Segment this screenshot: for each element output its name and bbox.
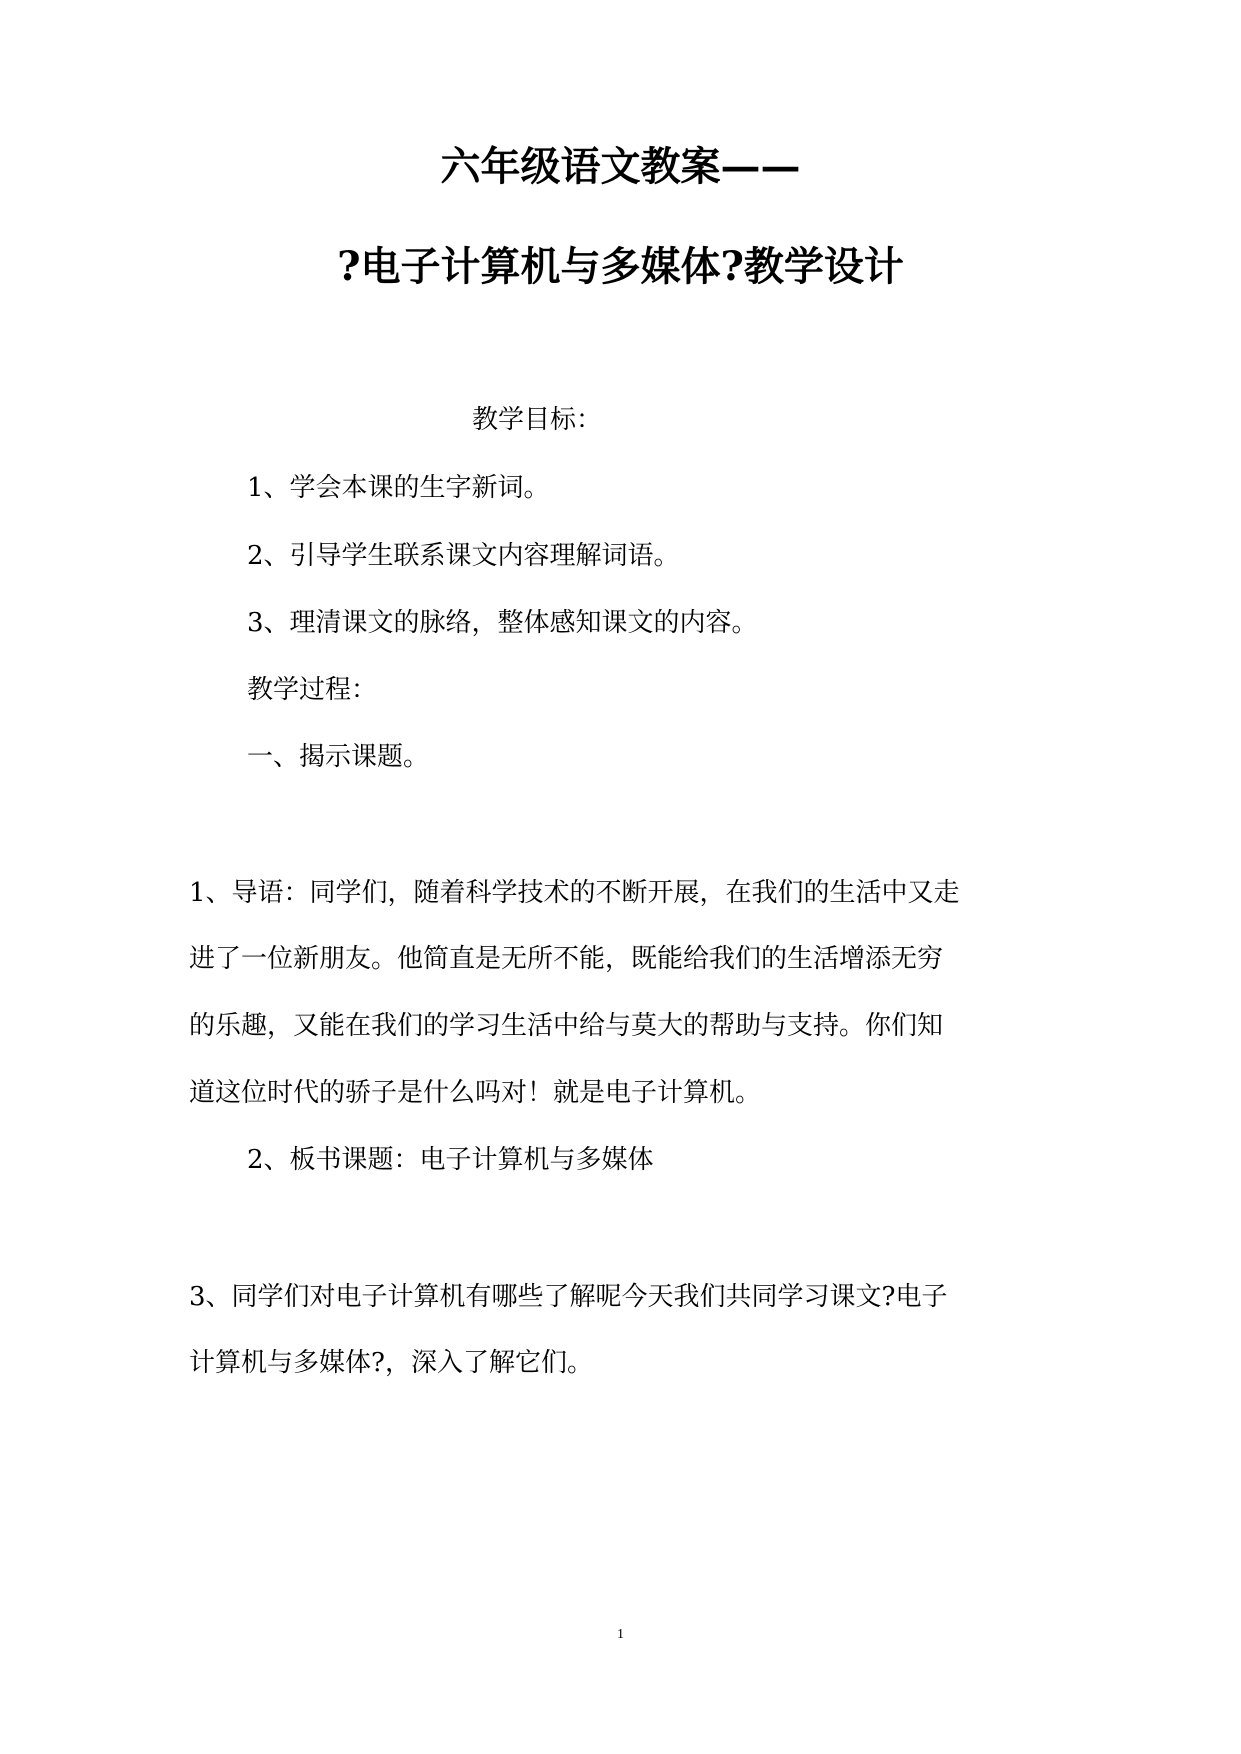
paragraph-line: 进了一位新朋友。他简直是无所不能，既能给我们的生活增添无穷 xyxy=(189,944,944,974)
section-heading: 一、揭示课题。 xyxy=(247,742,430,772)
paragraph-line: 1、导语：同学们，随着科学技术的不断开展，在我们的生活中又走 xyxy=(189,878,960,908)
objective-item: 3、理清课文的脉络，整体感知课文的内容。 xyxy=(247,608,758,638)
document-title-line-1: 六年级语文教案—— xyxy=(440,143,801,190)
paragraph-line: 的乐趣，又能在我们的学习生活中给与莫大的帮助与支持。你们知 xyxy=(189,1011,944,1041)
list-item: 2、板书课题：电子计算机与多媒体 xyxy=(247,1145,654,1175)
paragraph-line: 道这位时代的骄子是什么吗对！就是电子计算机。 xyxy=(189,1078,762,1108)
paragraph-line: 计算机与多媒体?，深入了解它们。 xyxy=(189,1348,593,1378)
document-title-line-2: ?电子计算机与多媒体?教学设计 xyxy=(337,243,904,290)
objective-item: 1、学会本课的生字新词。 xyxy=(247,473,550,503)
process-heading: 教学过程： xyxy=(247,675,378,705)
objective-item: 2、引导学生联系课文内容理解词语。 xyxy=(247,541,680,571)
objectives-heading: 教学目标： xyxy=(472,405,603,435)
page-number: 1 xyxy=(617,1627,624,1642)
paragraph-line: 3、同学们对电子计算机有哪些了解呢今天我们共同学习课文?电子 xyxy=(189,1282,948,1312)
